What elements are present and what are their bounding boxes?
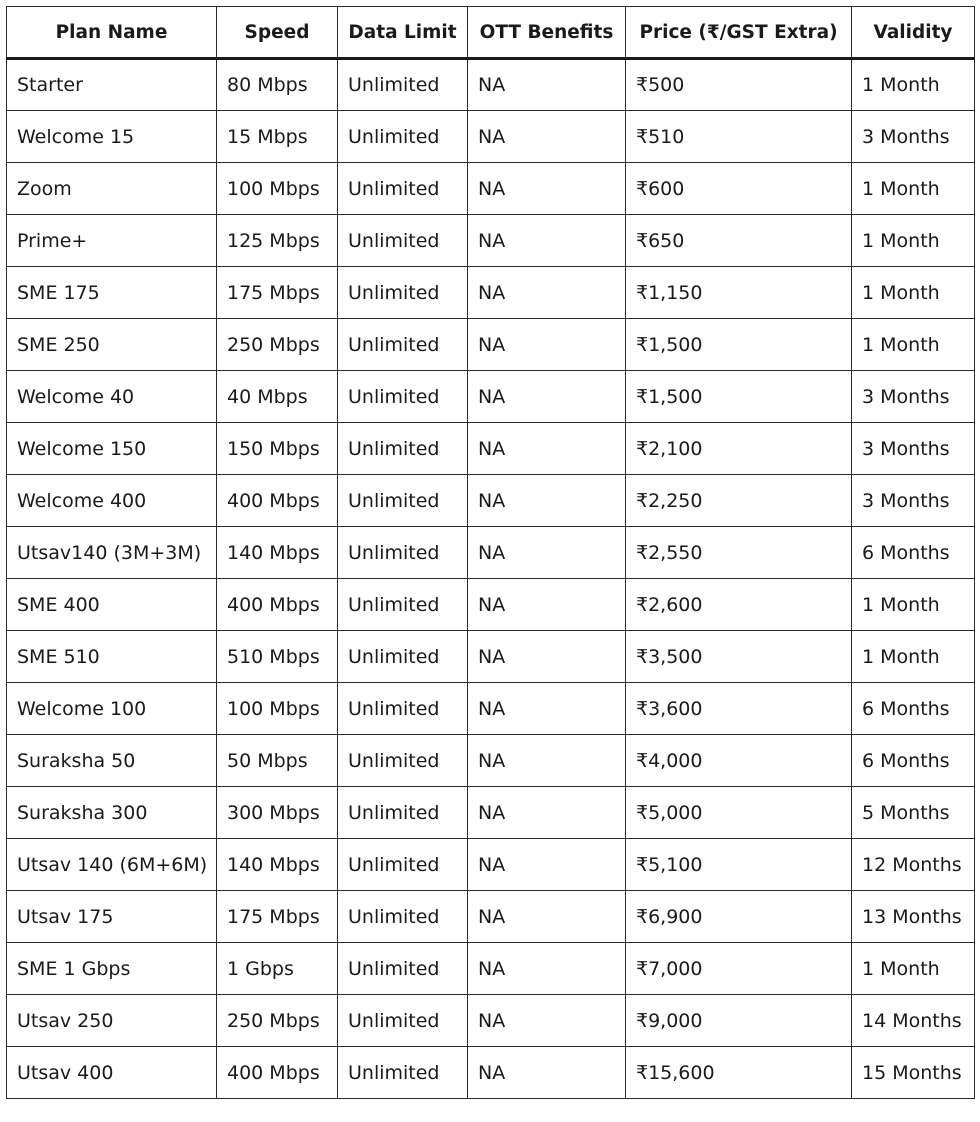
- cell-plan-name: Utsav 400: [7, 1047, 217, 1099]
- table-row: [7, 163, 975, 215]
- cell-price: ₹2,600: [626, 579, 852, 631]
- cell-price: ₹1,150: [626, 267, 852, 319]
- cell-speed: 510 Mbps: [217, 631, 338, 683]
- cell-price: ₹2,550: [626, 527, 852, 579]
- cell-data-limit: Unlimited: [338, 423, 468, 475]
- table-row: [7, 423, 975, 475]
- cell-price: ₹7,000: [626, 943, 852, 995]
- cell-plan-name: Welcome 100: [7, 683, 217, 735]
- cell-price: ₹510: [626, 111, 852, 163]
- cell-plan-name: Welcome 150: [7, 423, 217, 475]
- cell-ott-benefits: NA: [468, 111, 626, 163]
- cell-data-limit: Unlimited: [338, 475, 468, 527]
- table-row: [7, 735, 975, 787]
- cell-speed: 100 Mbps: [217, 163, 338, 215]
- cell-data-limit: Unlimited: [338, 1047, 468, 1099]
- cell-data-limit: Unlimited: [338, 579, 468, 631]
- cell-speed: 175 Mbps: [217, 267, 338, 319]
- cell-plan-name: Utsav 140 (6M+6M): [7, 839, 217, 891]
- cell-data-limit: Unlimited: [338, 787, 468, 839]
- table-row: [7, 631, 975, 683]
- table-row: [7, 683, 975, 735]
- cell-plan-name: SME 175: [7, 267, 217, 319]
- cell-data-limit: Unlimited: [338, 163, 468, 215]
- cell-ott-benefits: NA: [468, 943, 626, 995]
- header-price: Price (₹/GST Extra): [626, 7, 852, 59]
- cell-validity: 3 Months: [852, 371, 975, 423]
- header-speed: Speed: [217, 7, 338, 59]
- cell-speed: 400 Mbps: [217, 475, 338, 527]
- plans-table: [6, 6, 975, 1099]
- cell-validity: 1 Month: [852, 163, 975, 215]
- cell-ott-benefits: NA: [468, 215, 626, 267]
- cell-plan-name: SME 400: [7, 579, 217, 631]
- cell-ott-benefits: NA: [468, 267, 626, 319]
- table-row: [7, 1047, 975, 1099]
- cell-data-limit: Unlimited: [338, 59, 468, 111]
- cell-data-limit: Unlimited: [338, 319, 468, 371]
- header-ott-benefits: OTT Benefits: [468, 7, 626, 59]
- table-header: [7, 7, 975, 59]
- cell-speed: 140 Mbps: [217, 839, 338, 891]
- cell-validity: 3 Months: [852, 423, 975, 475]
- cell-plan-name: Starter: [7, 59, 217, 111]
- cell-validity: 12 Months: [852, 839, 975, 891]
- cell-ott-benefits: NA: [468, 891, 626, 943]
- cell-validity: 1 Month: [852, 267, 975, 319]
- cell-speed: 1 Gbps: [217, 943, 338, 995]
- cell-plan-name: SME 250: [7, 319, 217, 371]
- cell-speed: 15 Mbps: [217, 111, 338, 163]
- table-row: [7, 579, 975, 631]
- cell-data-limit: Unlimited: [338, 111, 468, 163]
- cell-plan-name: Zoom: [7, 163, 217, 215]
- table-row: [7, 943, 975, 995]
- cell-price: ₹3,600: [626, 683, 852, 735]
- table-row: [7, 267, 975, 319]
- cell-validity: 1 Month: [852, 319, 975, 371]
- cell-ott-benefits: NA: [468, 735, 626, 787]
- cell-plan-name: Welcome 40: [7, 371, 217, 423]
- cell-validity: 5 Months: [852, 787, 975, 839]
- cell-price: ₹500: [626, 59, 852, 111]
- cell-validity: 6 Months: [852, 683, 975, 735]
- cell-ott-benefits: NA: [468, 579, 626, 631]
- cell-data-limit: Unlimited: [338, 267, 468, 319]
- cell-plan-name: SME 510: [7, 631, 217, 683]
- table-row: [7, 787, 975, 839]
- cell-plan-name: Suraksha 300: [7, 787, 217, 839]
- cell-price: ₹600: [626, 163, 852, 215]
- cell-ott-benefits: NA: [468, 787, 626, 839]
- table-row: [7, 319, 975, 371]
- table-row: [7, 527, 975, 579]
- cell-ott-benefits: NA: [468, 683, 626, 735]
- cell-data-limit: Unlimited: [338, 527, 468, 579]
- header-data-limit: Data Limit: [338, 7, 468, 59]
- table-body: [7, 59, 975, 1099]
- cell-data-limit: Unlimited: [338, 735, 468, 787]
- header-row: [7, 7, 975, 59]
- cell-validity: 15 Months: [852, 1047, 975, 1099]
- table-row: [7, 215, 975, 267]
- cell-ott-benefits: NA: [468, 631, 626, 683]
- cell-validity: 13 Months: [852, 891, 975, 943]
- cell-plan-name: Welcome 15: [7, 111, 217, 163]
- cell-validity: 1 Month: [852, 579, 975, 631]
- cell-price: ₹650: [626, 215, 852, 267]
- cell-ott-benefits: NA: [468, 527, 626, 579]
- cell-speed: 40 Mbps: [217, 371, 338, 423]
- table-row: [7, 111, 975, 163]
- table-row: [7, 995, 975, 1047]
- cell-price: ₹9,000: [626, 995, 852, 1047]
- table-row: [7, 839, 975, 891]
- cell-speed: 250 Mbps: [217, 995, 338, 1047]
- cell-validity: 14 Months: [852, 995, 975, 1047]
- table-row: [7, 59, 975, 111]
- cell-price: ₹4,000: [626, 735, 852, 787]
- cell-data-limit: Unlimited: [338, 631, 468, 683]
- cell-validity: 3 Months: [852, 111, 975, 163]
- cell-ott-benefits: NA: [468, 319, 626, 371]
- cell-validity: 3 Months: [852, 475, 975, 527]
- cell-speed: 150 Mbps: [217, 423, 338, 475]
- table-row: [7, 475, 975, 527]
- cell-price: ₹3,500: [626, 631, 852, 683]
- cell-ott-benefits: NA: [468, 59, 626, 111]
- header-plan-name: Plan Name: [7, 7, 217, 59]
- cell-validity: 6 Months: [852, 527, 975, 579]
- cell-price: ₹1,500: [626, 371, 852, 423]
- cell-speed: 100 Mbps: [217, 683, 338, 735]
- cell-data-limit: Unlimited: [338, 371, 468, 423]
- cell-price: ₹2,250: [626, 475, 852, 527]
- cell-validity: 1 Month: [852, 59, 975, 111]
- cell-data-limit: Unlimited: [338, 995, 468, 1047]
- cell-ott-benefits: NA: [468, 995, 626, 1047]
- cell-data-limit: Unlimited: [338, 943, 468, 995]
- cell-speed: 175 Mbps: [217, 891, 338, 943]
- cell-data-limit: Unlimited: [338, 891, 468, 943]
- cell-price: ₹2,100: [626, 423, 852, 475]
- cell-validity: 1 Month: [852, 631, 975, 683]
- cell-data-limit: Unlimited: [338, 683, 468, 735]
- cell-speed: 125 Mbps: [217, 215, 338, 267]
- cell-ott-benefits: NA: [468, 371, 626, 423]
- cell-price: ₹15,600: [626, 1047, 852, 1099]
- cell-price: ₹1,500: [626, 319, 852, 371]
- cell-ott-benefits: NA: [468, 839, 626, 891]
- cell-plan-name: Welcome 400: [7, 475, 217, 527]
- cell-validity: 1 Month: [852, 215, 975, 267]
- cell-speed: 80 Mbps: [217, 59, 338, 111]
- cell-data-limit: Unlimited: [338, 215, 468, 267]
- cell-plan-name: Utsav 250: [7, 995, 217, 1047]
- cell-plan-name: SME 1 Gbps: [7, 943, 217, 995]
- cell-plan-name: Suraksha 50: [7, 735, 217, 787]
- cell-price: ₹6,900: [626, 891, 852, 943]
- cell-speed: 400 Mbps: [217, 1047, 338, 1099]
- cell-plan-name: Utsav140 (3M+3M): [7, 527, 217, 579]
- cell-plan-name: Prime+: [7, 215, 217, 267]
- cell-price: ₹5,000: [626, 787, 852, 839]
- cell-speed: 250 Mbps: [217, 319, 338, 371]
- cell-validity: 6 Months: [852, 735, 975, 787]
- table-row: [7, 891, 975, 943]
- cell-ott-benefits: NA: [468, 1047, 626, 1099]
- cell-speed: 400 Mbps: [217, 579, 338, 631]
- header-validity: Validity: [852, 7, 975, 59]
- cell-speed: 140 Mbps: [217, 527, 338, 579]
- cell-data-limit: Unlimited: [338, 839, 468, 891]
- cell-plan-name: Utsav 175: [7, 891, 217, 943]
- cell-ott-benefits: NA: [468, 475, 626, 527]
- cell-validity: 1 Month: [852, 943, 975, 995]
- cell-price: ₹5,100: [626, 839, 852, 891]
- cell-speed: 50 Mbps: [217, 735, 338, 787]
- table-row: [7, 371, 975, 423]
- cell-ott-benefits: NA: [468, 163, 626, 215]
- cell-speed: 300 Mbps: [217, 787, 338, 839]
- cell-ott-benefits: NA: [468, 423, 626, 475]
